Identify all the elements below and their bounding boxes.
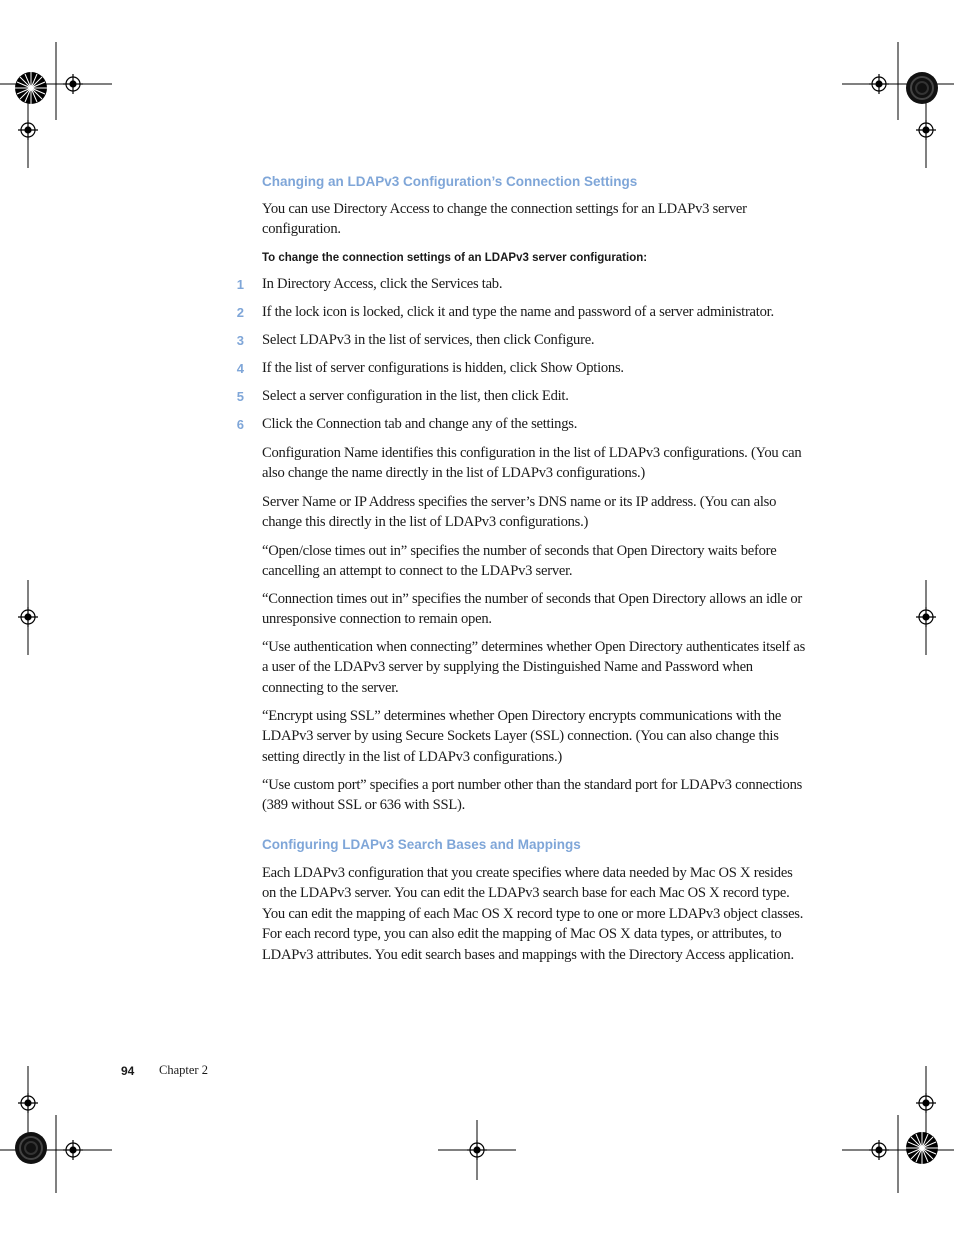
list-item: [0, 332, 820, 354]
detail-server-name: Server Name or IP Address specifies the server’s DNS name or its IP address. (You can also change this directly in the list of LDAPv3 configurations.): [262, 494, 777, 531]
step-number: 3: [236, 333, 244, 348]
page-number: 94: [121, 1064, 135, 1078]
starburst-mark-icon: [15, 72, 47, 104]
chapter-label: Chapter 2: [159, 1063, 208, 1077]
registration-target-icon: [63, 74, 83, 94]
detail-open-close-timeout: “Open/close times out in” specifies the number of seconds that Open Directory waits before cancelling an attempt to connect to the LDAPv3 server.: [262, 543, 777, 580]
detail-connection-timeout: “Connection times out in” specifies the number of seconds that Open Directory allows an idle or unresponsive connection to remain open.: [262, 591, 802, 628]
list-item: [0, 304, 820, 326]
detail-encrypt-ssl: “Encrypt using SSL” determines whether Open Directory encrypts communications with the LDAPv3 server by using Secure Sockets Layer (SSL) connection. (You can also change this setting directly in the list of LDAPv3 configurations.): [262, 708, 782, 765]
step-text: Select a server configuration in the list, then click Edit.: [262, 388, 569, 404]
step-number: 5: [236, 389, 244, 404]
list-item: [0, 276, 820, 298]
step-number: 1: [236, 277, 244, 292]
detail-configuration-name: Configuration Name identifies this configuration in the list of LDAPv3 configurations. (You can also change the name directly in the list of LDAPv3 configurations.): [262, 445, 802, 482]
list-item: [0, 416, 820, 438]
intro-paragraph: You can use Directory Access to change the connection settings for an LDAPv3 server configuration.: [262, 201, 747, 238]
list-item: [0, 360, 820, 382]
step-text: In Directory Access, click the Services tab.: [262, 276, 503, 292]
detail-custom-port: “Use custom port” specifies a port number other than the standard port for LDAPv3 connections (389 without SSL or 636 with SSL).: [262, 777, 803, 814]
step-text: Click the Connection tab and change any of the settings.: [262, 416, 578, 432]
detail-use-authentication: “Use authentication when connecting” determines whether Open Directory authenticates itself as a user of the LDAPv3 server by supplying the Distinguished Name and Password when connecting to the server.: [262, 639, 806, 696]
step-text: If the lock icon is locked, click it and type the name and password of a server administrator.: [262, 304, 774, 320]
step-text: If the list of server configurations is hidden, click Show Options.: [262, 360, 624, 376]
step-number: 2: [236, 305, 244, 320]
procedure-title: To change the connection settings of an LDAPv3 server configuration:: [262, 252, 648, 264]
step-number: 4: [236, 361, 244, 376]
search-bases-paragraph: Each LDAPv3 configuration that you create specifies where data needed by Mac OS X resides on the LDAPv3 server. You can edit the LDAPv3 search base for each Mac OS X record type. You can edit the mapping of each Mac OS X record type to one or more LDAPv3 object classes. For each record type, you can also edit the mapping of Mac OS X data types, or attributes, to LDAPv3 attributes. You edit search bases and mappings with the Directory Access application.: [262, 865, 804, 963]
section-heading-connection-settings: Changing an LDAPv3 Configuration’s Connection Settings: [262, 174, 638, 189]
step-text: Select LDAPv3 in the list of services, then click Configure.: [262, 332, 595, 348]
list-item: [0, 388, 820, 410]
step-number: 6: [236, 417, 244, 432]
section-heading-search-bases: Configuring LDAPv3 Search Bases and Mappings: [262, 837, 581, 852]
